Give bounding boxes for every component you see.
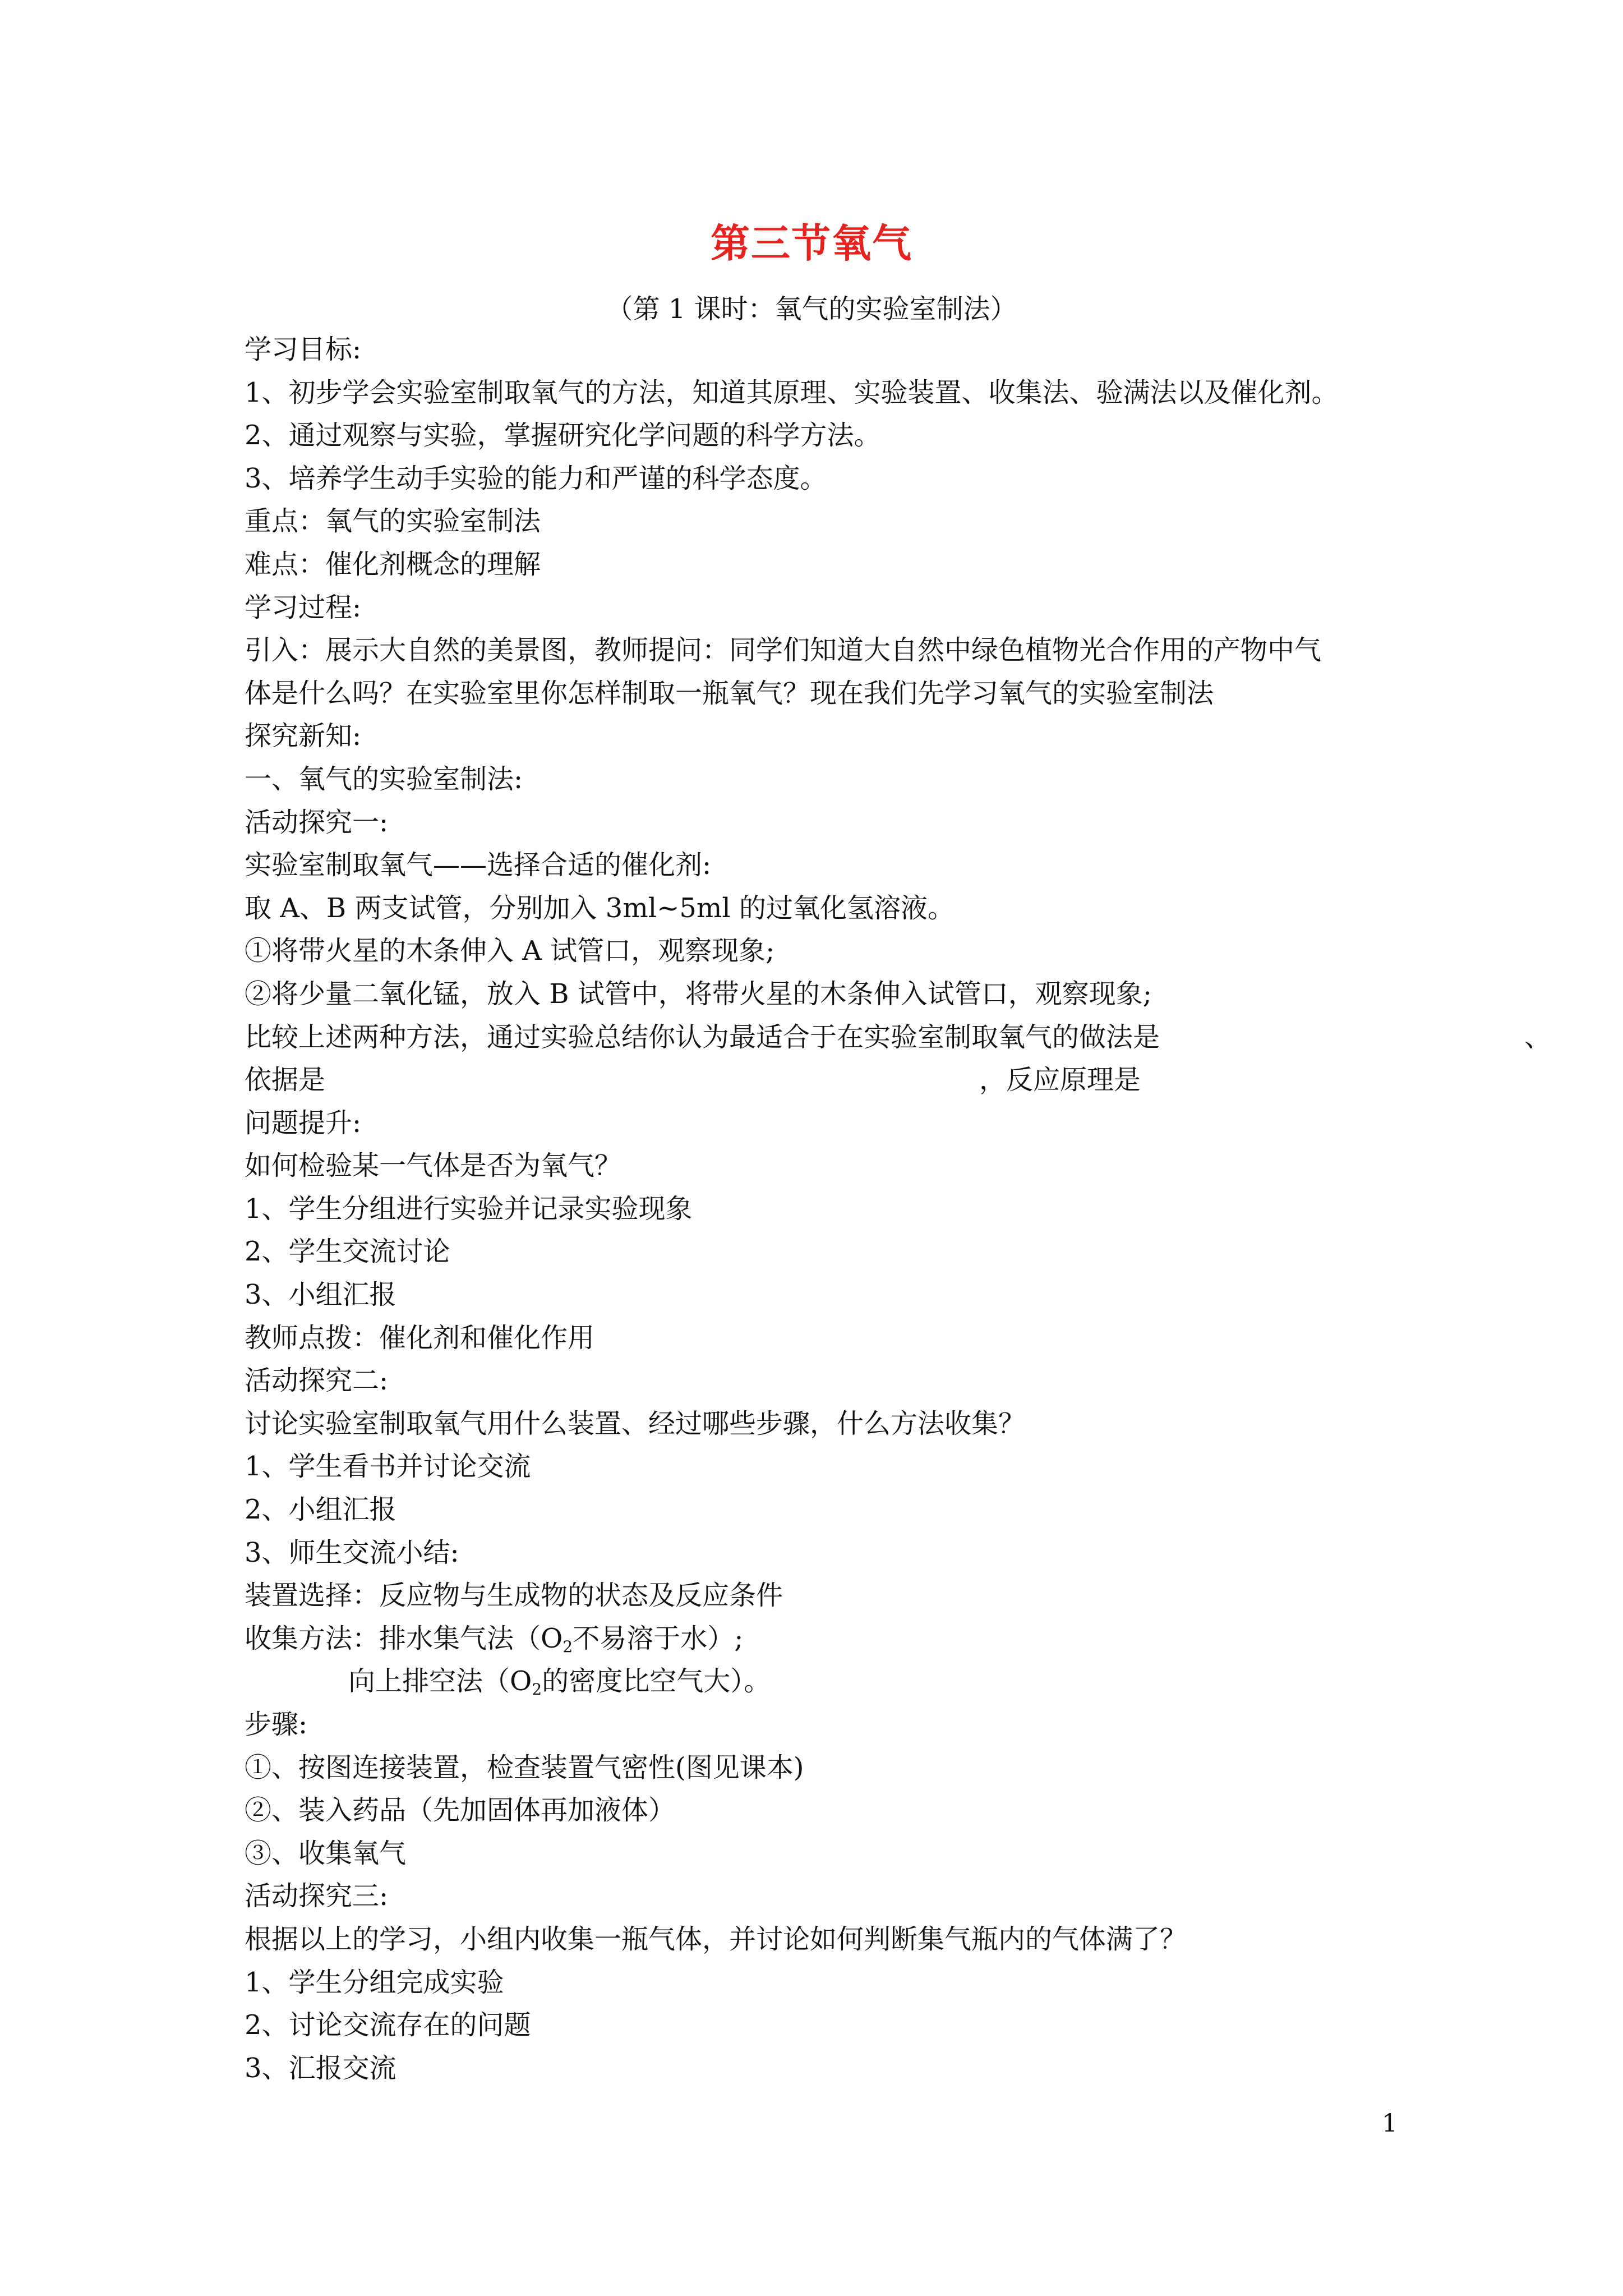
- text-segment: 的密度比空气大）。: [542, 1665, 771, 1697]
- text-line: 3、小组汇报: [245, 1279, 396, 1311]
- subscript: 2: [532, 1680, 542, 1699]
- page-title: 第三节氧气: [711, 220, 912, 266]
- section-heading: 问题提升:: [245, 1107, 362, 1139]
- section-heading: 活动探究一:: [245, 806, 389, 838]
- text-line: 2、讨论交流存在的问题: [245, 2009, 531, 2041]
- document-body: [245, 328, 1551, 2090]
- text-line: ①将带火星的木条伸入 A 试管口，观察现象;: [245, 935, 775, 967]
- section-heading: 活动探究二:: [245, 1365, 389, 1397]
- section-heading: 步骤:: [245, 1709, 308, 1740]
- text-line: 实验室制取氧气——选择合适的催化剂:: [245, 849, 712, 881]
- fill-in-line: [245, 1016, 1551, 1059]
- text-line: 1、初步学会实验室制取氧气的方法，知道其原理、实验装置、收集法、验满法以及催化剂。: [245, 376, 1339, 408]
- text-line: 重点：氧气的实验室制法: [245, 505, 541, 537]
- text-segment: 收集方法：排水集气法（O: [245, 1622, 563, 1654]
- page-subtitle: （第 1 课时：氧气的实验室制法）: [606, 293, 1017, 325]
- text-line: [245, 1660, 1551, 1703]
- text-line: 根据以上的学习，小组内收集一瓶气体，并讨论如何判断集气瓶内的气体满了？: [245, 1923, 1187, 1955]
- text-segment: ，反应原理是: [979, 1064, 1141, 1096]
- page-number: 1: [1382, 2109, 1398, 2138]
- text-line: ②将少量二氧化锰，放入 B 试管中，将带火星的木条伸入试管口，观察现象;: [245, 978, 1152, 1010]
- text-line: ②、装入药品（先加固体再加液体）: [245, 1795, 676, 1826]
- section-heading: 探究新知:: [245, 720, 362, 752]
- text-line: 3、师生交流小结:: [245, 1536, 459, 1568]
- section-heading: 学习过程:: [245, 591, 362, 623]
- text-line: 一、氧气的实验室制法:: [245, 763, 523, 795]
- text-line: 2、通过观察与实验，掌握研究化学问题的科学方法。: [245, 420, 881, 452]
- text-line: 1、学生分组完成实验: [245, 1966, 504, 1998]
- text-line: ①、按图连接装置，检查装置气密性(图见课本): [245, 1751, 804, 1783]
- text-line: [245, 1617, 1551, 1660]
- text-line: 引入：展示大自然的美景图，教师提问：同学们知道大自然中绿色植物光合作用的产物中气: [245, 634, 1322, 666]
- text-line: 1、学生分组进行实验并记录实验现象: [245, 1193, 693, 1225]
- text-line: 3、培养学生动手实验的能力和严谨的科学态度。: [245, 462, 827, 494]
- text-line: 教师点拨：催化剂和催化作用: [245, 1322, 595, 1354]
- text-segment: 不易溶于水）;: [573, 1622, 744, 1654]
- text-line: 2、小组汇报: [245, 1494, 396, 1526]
- section-heading: 学习目标:: [245, 334, 362, 365]
- text-segment: 比较上述两种方法，通过实验总结你认为最适合于在实验室制取氧气的做法是: [245, 1021, 1160, 1053]
- text-line: 如何检验某一气体是否为氧气？: [245, 1150, 622, 1182]
- text-line: 讨论实验室制取氧气用什么装置、经过哪些步骤，什么方法收集？: [245, 1407, 1026, 1439]
- fill-in-line: [245, 1059, 1551, 1102]
- text-segment: 依据是: [245, 1064, 326, 1096]
- subscript: 2: [562, 1637, 573, 1656]
- text-line: 装置选择：反应物与生成物的状态及反应条件: [245, 1580, 783, 1612]
- text-line: 体是什么吗？在实验室里你怎样制取一瓶氧气？现在我们先学习氧气的实验室制法: [245, 677, 1214, 709]
- text-line: 2、学生交流讨论: [245, 1236, 450, 1268]
- blank-end-mark: 、: [1524, 1021, 1551, 1053]
- text-line: 1、学生看书并讨论交流: [245, 1451, 531, 1483]
- text-line: ③、收集氧气: [245, 1837, 407, 1869]
- section-heading: 活动探究三:: [245, 1880, 389, 1912]
- text-line: 难点：催化剂概念的理解: [245, 548, 541, 580]
- text-line: 3、汇报交流: [245, 2052, 396, 2084]
- text-segment: 向上排空法（O: [348, 1665, 532, 1697]
- text-line: 取 A、B 两支试管，分别加入 3ml~5ml 的过氧化氢溶液。: [245, 892, 955, 924]
